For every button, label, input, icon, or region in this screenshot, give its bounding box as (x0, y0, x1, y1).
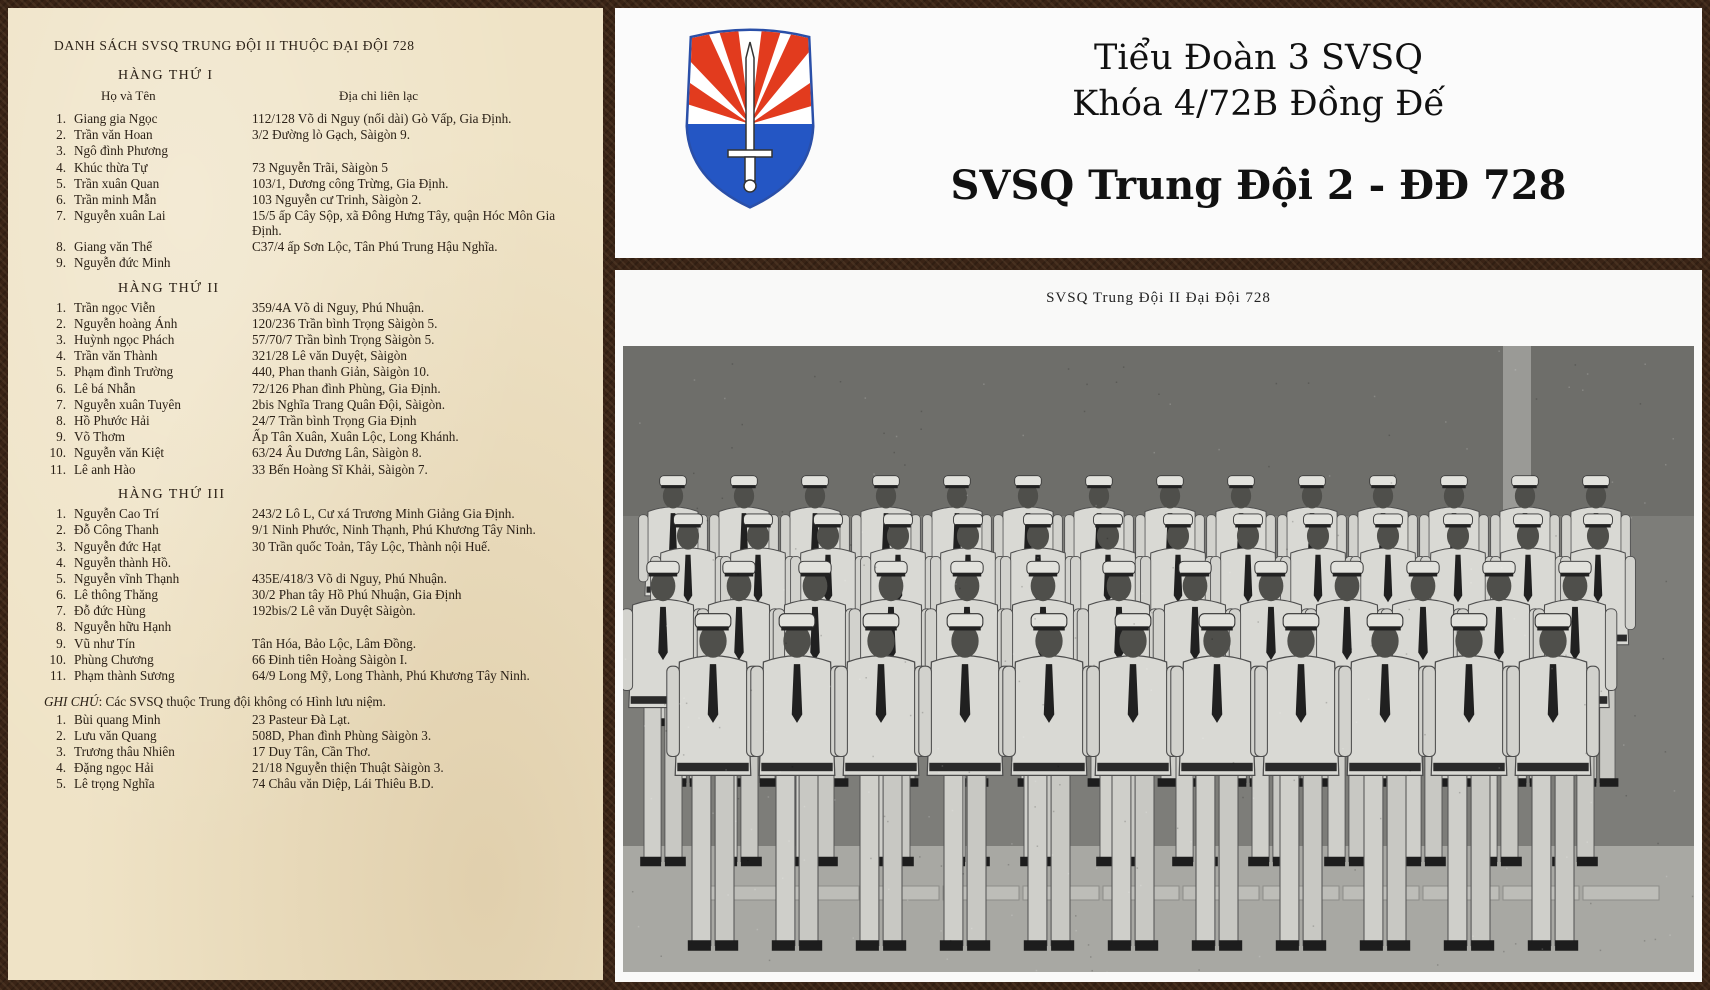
roster-column-headers (36, 88, 581, 104)
roster-row (36, 382, 581, 397)
section-heading: HÀNG THỨ II (118, 280, 220, 296)
row-number: 9. (56, 255, 66, 271)
row-number: 6. (56, 191, 66, 207)
roster-row (36, 256, 581, 271)
row-number: 5. (56, 570, 66, 586)
cadet-address (250, 144, 581, 159)
row-number: 5. (56, 364, 66, 380)
roster-row (36, 637, 581, 652)
row-number: 4. (56, 159, 66, 175)
roster-row (36, 669, 581, 684)
cadet-name: Trần minh Mẫn (74, 191, 157, 207)
row-number: 5. (56, 175, 66, 191)
roster-row (36, 209, 581, 238)
roster-row (36, 446, 581, 461)
cadet-address: 72/126 Phan đình Phùng, Gia Định. (252, 380, 441, 396)
roster-row (36, 144, 581, 159)
row-number: 5. (56, 776, 66, 792)
row-number: 2. (56, 522, 66, 538)
cadet-name: Phùng Chương (74, 651, 154, 667)
cadet-name: Lưu văn Quang (74, 727, 157, 743)
note-row (36, 713, 581, 728)
row-number: 8. (56, 619, 66, 635)
roster-row (36, 507, 581, 522)
row-number: 3. (56, 143, 66, 159)
header-line-platoon: SVSQ Trung Đội 2 - ĐĐ 728 (950, 162, 1567, 209)
cadet-name: Bùi quang Minh (74, 711, 161, 727)
row-number: 8. (56, 238, 66, 254)
cadet-name: Nguyễn hữu Hạnh (74, 619, 172, 635)
roster-row (36, 604, 581, 619)
cadet-name: Hồ Phước Hải (74, 413, 150, 428)
note-label: GHI CHÚ (44, 693, 99, 709)
cadet-address: 192bis/2 Lê văn Duyệt Sàigòn. (252, 603, 416, 619)
cadet-address: 73 Nguyễn Trãi, Sàigòn 5 (252, 159, 388, 175)
header-panel (615, 8, 1702, 258)
cadet-address: 74 Châu văn Diệp, Lái Thiêu B.D. (252, 776, 434, 792)
note-row (36, 729, 581, 744)
cadet-name: Giang văn Thể (74, 238, 153, 254)
cadet-name: Trương thâu Nhiên (74, 744, 175, 759)
shield-sword-sunburst-icon (678, 28, 822, 212)
row-number: 1. (56, 299, 66, 315)
roster-row (36, 653, 581, 668)
cadet-address: 103/1, Dương công Trừng, Gia Định. (252, 175, 449, 191)
cadet-address: 57/70/7 Trần bình Trọng Sàigòn 5. (252, 332, 435, 348)
row-number: 10. (49, 651, 66, 667)
cadet-name: Trần xuân Quan (74, 175, 160, 191)
row-number: 7. (56, 396, 66, 412)
cadet-name: Nguyễn hoàng Ánh (74, 315, 178, 331)
cadet-address: 243/2 Lô L, Cư xá Trương Minh Giảng Gia Định. (252, 506, 515, 522)
roster-row (36, 414, 581, 429)
row-number: 8. (56, 413, 66, 428)
roster-body (36, 68, 581, 792)
cadet-name: Lê bá Nhẫn (74, 380, 136, 396)
cadet-name: Nguyễn xuân Tuyên (74, 396, 181, 412)
cadet-address: 66 Đinh tiên Hoàng Sàigòn I. (252, 651, 408, 667)
column-header-name: Họ và Tên (101, 88, 156, 103)
row-number: 2. (56, 315, 66, 331)
cadet-name: Nguyễn đức Hạt (74, 538, 161, 554)
cadet-name: Nguyễn Cao Trí (74, 506, 159, 522)
cadet-address: 9/1 Ninh Phước, Ninh Thạnh, Phú Khương Tây Ninh. (252, 522, 536, 538)
cadet-address: 30 Trần quốc Toản, Tây Lộc, Thành nội Huế. (252, 538, 491, 554)
roster-row (36, 588, 581, 603)
roster-row (36, 620, 581, 635)
cadet-address: 15/5 ấp Cây Sộp, xã Đông Hưng Tây, quận Hóc Môn Gia Định. (252, 208, 556, 238)
cadet-name: Đặng ngọc Hải (74, 760, 154, 776)
row-number: 4. (56, 554, 66, 570)
cadet-name: Phạm đình Trường (74, 364, 174, 380)
row-number: 7. (56, 208, 66, 224)
cadet-address: 30/2 Phan tây Hồ Phú Nhuận, Gia Định (252, 587, 462, 603)
cadet-name: Vũ như Tín (74, 635, 136, 651)
cadet-name: Huỳnh ngọc Phách (74, 332, 175, 348)
photo-caption: SVSQ Trung Đội II Đại Đội 728 (1046, 290, 1271, 306)
row-number: 6. (56, 380, 66, 396)
row-number: 4. (56, 348, 66, 364)
note-text: : Các SVSQ thuộc Trung đội không có Hình lưu niệm. (98, 693, 386, 709)
roster-row (36, 240, 581, 255)
section-heading: HÀNG THỨ I (118, 68, 214, 83)
cadet-address: 359/4A Võ di Nguy, Phú Nhuận. (252, 299, 425, 315)
row-number: 11. (50, 461, 66, 477)
roster-row (36, 301, 581, 316)
cadet-address: 112/128 Võ di Nguy (nối dài) Gò Vấp, Gia Định. (252, 111, 512, 126)
cadet-address: 21/18 Nguyễn thiện Thuật Sàigòn 3. (252, 760, 444, 776)
row-number: 1. (56, 506, 66, 522)
cadet-name: Võ Thơm (74, 429, 126, 445)
cadet-address: 435E/418/3 Võ di Nguy, Phú Nhuận. (252, 570, 447, 586)
roster-row (36, 333, 581, 348)
section-heading: HÀNG THỨ III (118, 487, 226, 503)
cadet-name: Trần ngọc Viễn (74, 299, 156, 315)
cadet-address: 24/7 Trần bình Trọng Gia Định (252, 413, 417, 428)
roster-page (8, 8, 603, 980)
roster-row (36, 463, 581, 478)
cadet-address (250, 556, 581, 571)
cadet-address (250, 620, 581, 635)
cadet-address: 33 Bến Hoàng Sĩ Khải, Sàigòn 7. (252, 461, 428, 477)
photo-panel (615, 270, 1702, 982)
header-line-battalion: Tiểu Đoàn 3 SVSQ (1094, 38, 1423, 78)
note-row (36, 761, 581, 776)
cadet-address: 120/236 Trần bình Trọng Sàigòn 5. (252, 315, 438, 331)
note-line (44, 694, 581, 710)
row-number: 9. (56, 635, 66, 651)
row-number: 4. (56, 760, 66, 776)
cadet-address (250, 256, 581, 271)
roster-row (36, 540, 581, 555)
roster-title: DANH SÁCH SVSQ TRUNG ĐỘI II THUỘC ĐẠI ĐỘI 728 (54, 38, 415, 53)
group-photo (623, 346, 1694, 972)
cadet-name: Đỗ Công Thanh (74, 522, 159, 538)
cadet-address: 508D, Phan đình Phùng Sàigòn 3. (252, 727, 432, 743)
row-number: 6. (56, 587, 66, 603)
cadet-name: Nguyễn vĩnh Thạnh (74, 570, 180, 586)
roster-row (36, 523, 581, 538)
header-line-course: Khóa 4/72B Đồng Đế (1072, 84, 1445, 124)
roster-row (36, 349, 581, 364)
row-number: 3. (56, 332, 66, 348)
cadet-name: Nguyễn văn Kiệt (74, 445, 165, 461)
row-number: 2. (56, 727, 66, 743)
note-row (36, 777, 581, 792)
cadet-address: C37/4 ấp Sơn Lộc, Tân Phú Trung Hậu Nghĩa. (252, 238, 498, 254)
row-number: 9. (56, 429, 66, 445)
cadet-name: Nguyễn thành Hồ. (74, 554, 172, 570)
row-number: 1. (56, 111, 66, 126)
roster-row (36, 317, 581, 332)
roster-row (36, 193, 581, 208)
roster-row (36, 572, 581, 587)
column-header-address: Địa chỉ liên lạc (339, 88, 419, 103)
roster-row (36, 398, 581, 413)
roster-row (36, 365, 581, 380)
cadet-name: Lê anh Hào (74, 461, 136, 477)
cadet-name: Lê thông Thăng (74, 587, 158, 603)
roster-row (36, 556, 581, 571)
cadet-address: Ấp Tân Xuân, Xuân Lộc, Long Khánh. (252, 429, 459, 445)
cadet-address: 64/9 Long Mỹ, Long Thành, Phú Khương Tây Ninh. (252, 668, 530, 684)
cadet-address: 103 Nguyễn cư Trinh, Sàigòn 2. (252, 191, 422, 207)
cadet-name: Nguyễn đức Minh (74, 255, 171, 271)
cadet-name: Khúc thừa Tự (74, 159, 148, 175)
row-number: 10. (49, 445, 66, 461)
cadet-address: Tân Hóa, Bảo Lộc, Lâm Đồng. (252, 635, 417, 651)
cadet-address: 63/24 Âu Dương Lân, Sàigòn 8. (252, 445, 422, 461)
cadet-address: 2bis Nghĩa Trang Quân Đội, Sàigòn. (252, 396, 446, 412)
cadet-name: Trần văn Hoan (74, 127, 153, 143)
cadet-name: Trần văn Thành (74, 348, 158, 364)
note-row (36, 745, 581, 760)
cadet-name: Lê trọng Nghĩa (74, 776, 155, 792)
cadet-address: 321/28 Lê văn Duyệt, Sàigòn (252, 348, 407, 364)
cadet-name: Giang gia Ngọc (74, 111, 158, 126)
row-number: 11. (50, 668, 66, 684)
roster-row (36, 161, 581, 176)
cadet-name: Nguyễn xuân Lai (74, 208, 166, 224)
cadet-address: 3/2 Đường lò Gạch, Sàigòn 9. (252, 127, 411, 143)
cadet-address: 23 Pasteur Đà Lạt. (252, 711, 351, 727)
roster-row (36, 430, 581, 445)
roster-row (36, 112, 581, 127)
cadet-name: Ngô đình Phương (74, 143, 168, 159)
row-number: 3. (56, 744, 66, 759)
group-photo-image (623, 346, 1694, 972)
cadet-name: Đỗ đức Hùng (74, 603, 146, 619)
row-number: 7. (56, 603, 66, 619)
roster-row (36, 128, 581, 143)
row-number: 1. (56, 711, 66, 727)
cadet-name: Phạm thành Sương (74, 668, 175, 684)
cadet-address: 440, Phan thanh Giản, Sàigòn 10. (252, 364, 430, 380)
cadet-address: 17 Duy Tân, Cần Thơ. (252, 744, 371, 759)
row-number: 2. (56, 127, 66, 143)
row-number: 3. (56, 538, 66, 554)
roster-row (36, 177, 581, 192)
